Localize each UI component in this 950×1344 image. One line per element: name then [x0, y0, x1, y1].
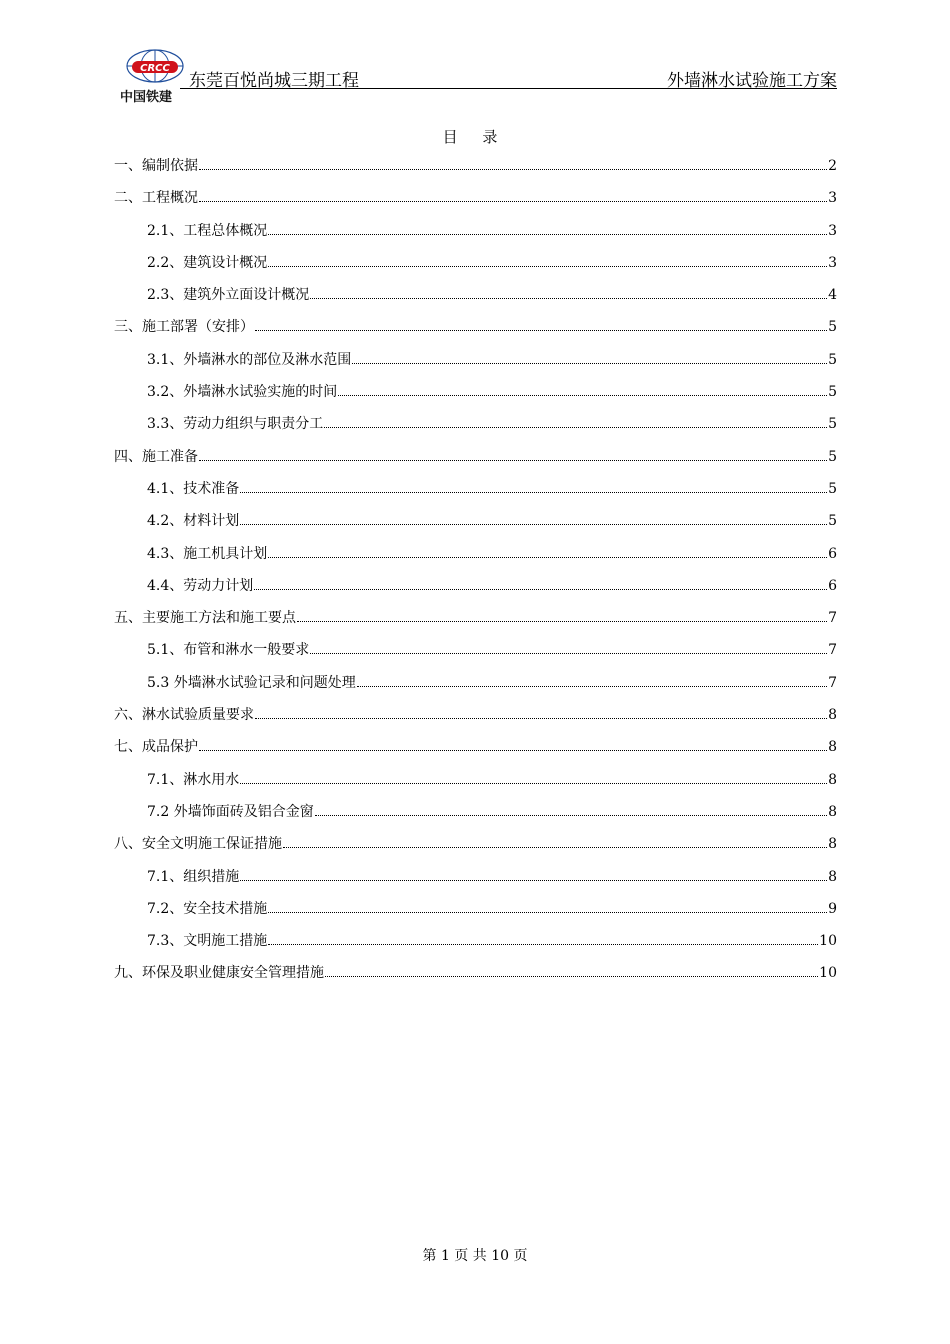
toc-entry[interactable] [114, 350, 837, 382]
toc-dot-leader [268, 266, 827, 267]
toc-entry[interactable] [114, 382, 837, 414]
header-project-title: 东莞百悦尚城三期工程 [189, 71, 359, 91]
toc-entry-title: 九、环保及职业健康安全管理措施 [114, 965, 324, 982]
toc-entry-page: 5 [828, 351, 837, 368]
toc-dot-leader [254, 589, 827, 590]
toc-entry-page: 8 [828, 868, 837, 885]
toc-entry[interactable] [114, 511, 837, 543]
logo-text: 中国铁建 [120, 90, 173, 105]
toc-entry-page: 5 [828, 319, 837, 336]
toc-dot-leader [268, 912, 827, 913]
toc-entry[interactable] [114, 285, 837, 317]
toc-dot-leader [199, 460, 827, 461]
toc-entry-title: 3.3、劳动力组织与职责分工 [147, 416, 324, 433]
toc-title: 目 录 [442, 128, 508, 146]
toc-entry-page: 10 [819, 933, 837, 950]
toc-dot-leader [240, 880, 827, 881]
toc-entry-page: 8 [828, 707, 837, 724]
toc-dot-leader [268, 944, 818, 945]
toc-dot-leader [199, 201, 827, 202]
toc-dot-leader [352, 363, 827, 364]
toc-dot-leader [324, 427, 827, 428]
toc-entry-title: 4.1、技术准备 [147, 480, 240, 497]
toc-entry-page: 6 [828, 577, 837, 594]
toc-entry-page: 6 [828, 545, 837, 562]
toc-entry-page: 8 [828, 803, 837, 820]
toc-entry-title: 7.2、安全技术措施 [147, 900, 268, 917]
toc-entry-title: 3.1、外墙淋水的部位及淋水范围 [147, 351, 352, 368]
toc-entry-title: 3.2、外墙淋水试验实施的时间 [147, 384, 338, 401]
toc-entry[interactable] [114, 414, 837, 446]
table-of-contents [114, 156, 837, 996]
toc-dot-leader [268, 234, 827, 235]
toc-entry-page: 3 [828, 254, 837, 271]
toc-entry[interactable] [114, 317, 837, 349]
toc-entry[interactable] [114, 544, 837, 576]
header-document-title: 外墙淋水试验施工方案 [667, 71, 837, 91]
page-header [112, 44, 837, 106]
toc-entry-title: 二、工程概况 [114, 190, 198, 207]
toc-entry-page: 9 [828, 900, 837, 917]
toc-entry-page: 10 [819, 965, 837, 982]
toc-entry[interactable] [114, 673, 837, 705]
toc-dot-leader [310, 653, 827, 654]
toc-entry[interactable] [114, 253, 837, 285]
toc-entry-title: 四、施工准备 [114, 448, 198, 465]
toc-entry-title: 4.2、材料计划 [147, 513, 240, 530]
toc-entry-title: 4.4、劳动力计划 [147, 577, 254, 594]
toc-entry-title: 4.3、施工机具计划 [147, 545, 268, 562]
toc-entry[interactable] [114, 899, 837, 931]
toc-entry-title: 一、编制依据 [114, 158, 198, 174]
toc-entry-page: 5 [828, 480, 837, 497]
toc-entry[interactable] [114, 608, 837, 640]
toc-dot-leader [283, 847, 827, 848]
toc-dot-leader [240, 783, 827, 784]
toc-dot-leader [255, 330, 827, 331]
logo-badge-text: CRCC [140, 63, 170, 74]
toc-entry[interactable] [114, 447, 837, 479]
toc-dot-leader [240, 524, 827, 525]
toc-entry-page: 7 [828, 674, 837, 691]
toc-entry-title: 7.3、文明施工措施 [147, 933, 268, 950]
toc-dot-leader [199, 750, 827, 751]
toc-entry[interactable] [114, 188, 837, 220]
toc-entry-page: 8 [828, 836, 837, 853]
toc-entry-page: 8 [828, 739, 837, 756]
toc-entry-title: 7.1、淋水用水 [147, 771, 240, 788]
toc-entry-page: 3 [828, 190, 837, 207]
page-footer: 第 1 页 共 10 页 [422, 1248, 528, 1264]
toc-entry-page: 5 [828, 448, 837, 465]
toc-entry-title: 三、施工部署（安排） [114, 319, 254, 336]
toc-dot-leader [338, 395, 827, 396]
toc-entry[interactable] [114, 867, 837, 899]
toc-dot-leader [297, 621, 827, 622]
toc-dot-leader [199, 169, 827, 170]
toc-entry-title: 2.3、建筑外立面设计概况 [147, 287, 310, 304]
toc-dot-leader [357, 686, 827, 687]
toc-entry-page: 4 [828, 287, 837, 304]
header-rule [180, 88, 837, 89]
toc-dot-leader [310, 298, 827, 299]
toc-entry[interactable] [114, 931, 837, 963]
toc-entry-title: 五、主要施工方法和施工要点 [114, 610, 296, 627]
toc-dot-leader [315, 815, 827, 816]
toc-entry-page: 5 [828, 513, 837, 530]
toc-entry-page: 2 [828, 158, 837, 174]
toc-dot-leader [255, 718, 827, 719]
toc-entry[interactable] [114, 705, 837, 737]
toc-entry-page: 5 [828, 416, 837, 433]
toc-entry[interactable] [114, 963, 837, 995]
toc-dot-leader [268, 557, 827, 558]
toc-entry-title: 七、成品保护 [114, 739, 198, 756]
toc-entry[interactable] [114, 737, 837, 769]
toc-dot-leader [240, 492, 827, 493]
toc-entry-title: 八、安全文明施工保证措施 [114, 836, 282, 853]
toc-entry-page: 8 [828, 771, 837, 788]
toc-entry-page: 3 [828, 222, 837, 239]
toc-entry-title: 5.3 外墙淋水试验记录和问题处理 [147, 674, 356, 691]
toc-entry[interactable] [114, 156, 837, 188]
toc-entry-page: 7 [828, 642, 837, 659]
toc-entry[interactable] [114, 640, 837, 672]
toc-entry[interactable] [114, 576, 837, 608]
toc-entry-page: 7 [828, 610, 837, 627]
toc-entry-title: 六、淋水试验质量要求 [114, 707, 254, 724]
crcc-globe-icon [120, 48, 190, 90]
toc-entry[interactable] [114, 770, 837, 802]
toc-entry-title: 7.1、组织措施 [147, 868, 240, 885]
toc-entry[interactable] [114, 479, 837, 511]
toc-dot-leader [325, 976, 818, 977]
toc-entry[interactable] [114, 834, 837, 866]
toc-entry[interactable] [114, 221, 837, 253]
toc-entry-title: 5.1、布管和淋水一般要求 [147, 642, 310, 659]
toc-entry-title: 2.1、工程总体概况 [147, 222, 268, 239]
toc-entry-title: 2.2、建筑设计概况 [147, 254, 268, 271]
toc-entry[interactable] [114, 802, 837, 834]
toc-entry-page: 5 [828, 384, 837, 401]
toc-entry-title: 7.2 外墙饰面砖及铝合金窗 [147, 803, 314, 820]
